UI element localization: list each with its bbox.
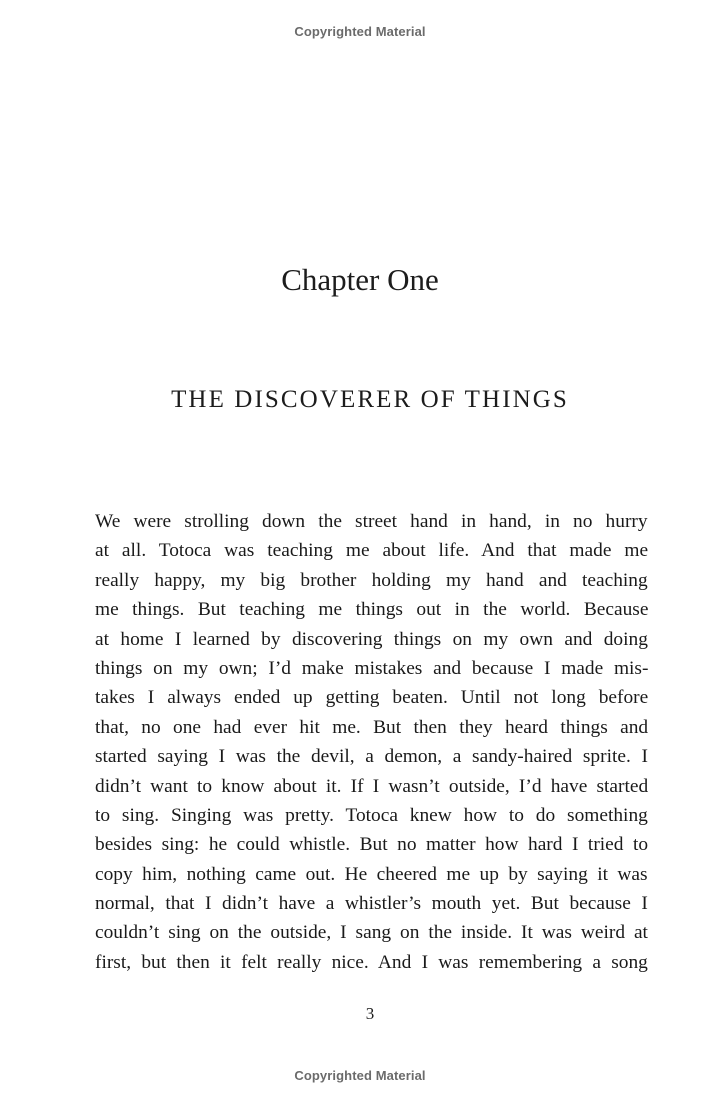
- text-line: copy him, nothing came out. He cheered me up by saying it was: [95, 863, 648, 885]
- text-line: didn’t want to know about it. If I wasn’t outside, I’d have started: [95, 775, 649, 797]
- text-line: first, but then it felt really nice. And I was remembering a song: [95, 951, 648, 973]
- copyright-notice-top: Copyrighted Material: [294, 24, 426, 39]
- text-line: normal, that I didn’t have a whistler’s mouth yet. But because I: [95, 893, 648, 915]
- body-paragraph: [95, 507, 648, 977]
- chapter-number: Chapter One: [281, 262, 439, 297]
- text-line: things on my own; I’d make mistakes and because I made mis-: [95, 657, 649, 679]
- copyright-notice-bottom: Copyrighted Material: [294, 1068, 426, 1083]
- text-line: couldn’t sing on the outside, I sang on the inside. It was weird at: [95, 922, 648, 944]
- text-line: takes I always ended up getting beaten. Until not long before: [95, 687, 649, 709]
- text-line: started saying I was the devil, a demon, a sandy-haired sprite. I: [95, 746, 648, 768]
- text-line: at home I learned by discovering things on my own and doing: [95, 628, 648, 650]
- text-line: that, no one had ever hit me. But then they heard things and: [95, 716, 649, 738]
- text-line: really happy, my big brother holding my hand and teaching: [95, 569, 648, 591]
- text-line: me things. But teaching me things out in the world. Because: [95, 599, 649, 621]
- text-line: to sing. Singing was pretty. Totoca knew how to do something: [95, 804, 648, 826]
- text-line: at all. Totoca was teaching me about life. And that made me: [95, 540, 649, 562]
- chapter-title: THE DISCOVERER OF THINGS: [171, 386, 569, 413]
- text-line: We were strolling down the street hand in hand, in no hurry: [95, 511, 648, 532]
- page-number: 3: [365, 1004, 375, 1023]
- text-line: besides sing: he could whistle. But no matter how hard I tried to: [95, 834, 649, 856]
